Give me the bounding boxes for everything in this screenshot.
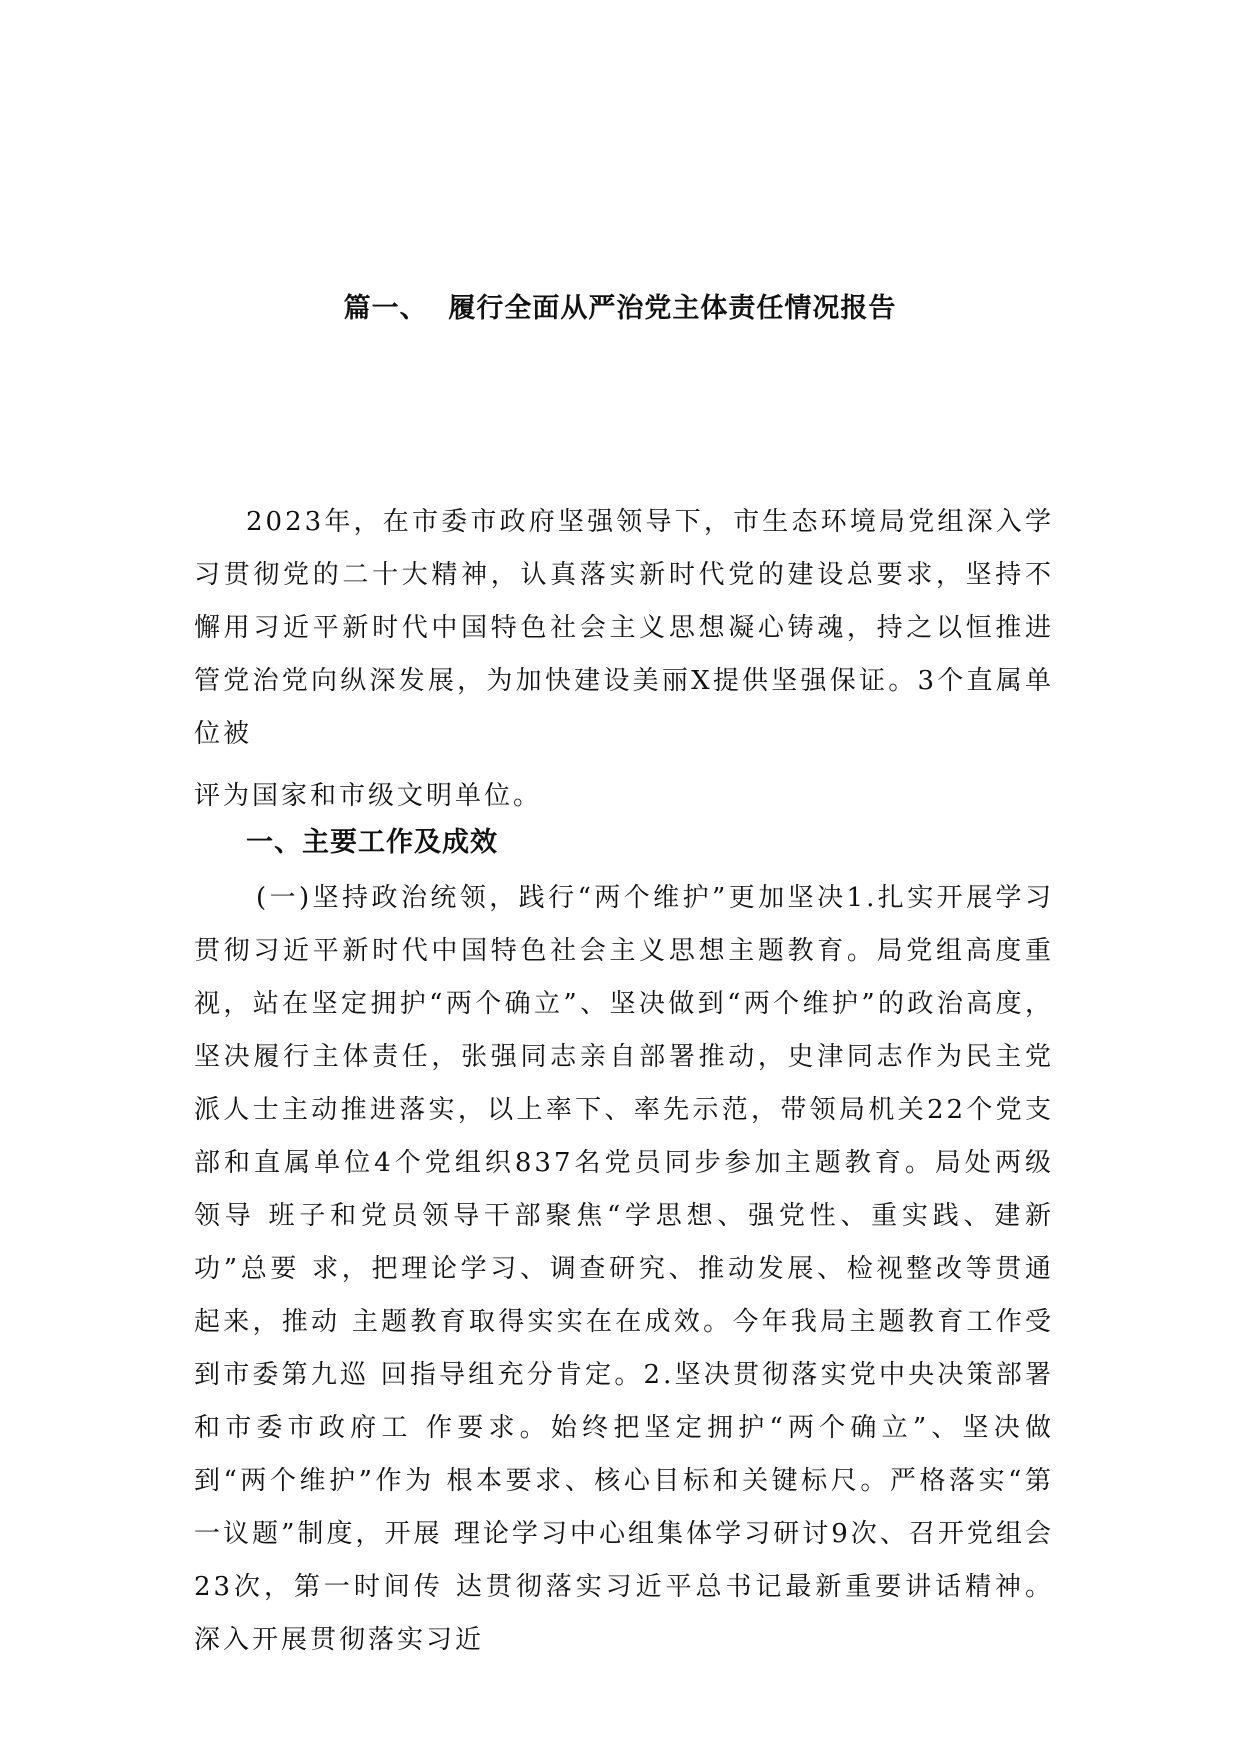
section-heading: 一、主要工作及成效 — [246, 827, 498, 858]
document-title: 篇一、 履行全面从严治党主体责任情况报告 — [343, 293, 897, 324]
section-paragraph: (一)坚持政治统领，践行“两个维护”更加坚决1.扎实开展学习贯彻习近平新时代中国特色社会主义思想主题教育。局党组高度重视，站在坚定拥护“两个确立”、坚决做到“两个维护”的政治高度，坚决履行主体责任，张强同志亲自部署推动，史津同志作为民主党派人士主动推进落实，以上率下、率先示范，带领局机关22个党支部和直属单位4个党组织837名党员同步参加主题教育。局处两级领导 班子和党员领导干部聚焦“学思想、强党性、重实践、建新功”总要 求，把理论学习、调查研究、推动发展、检视整改等贯通起来，推动 主题教育取得实实在在成效。今年我局主题教育工作受到市委第九巡 回指导组充分肯定。2.坚决贯彻落实党中央决策部署和市委市政府工 作要求。始终把坚定拥护“两个确立”、坚决做到“两个维护”作为 根本要求、核心目标和关键标尺。严格落实“第一议题”制度，开展 理论学习中心组集体学习研讨9次、召开党组会23次，第一时间传 达贯彻落实习近平总书记最新重要讲话精神。深入开展贯彻落实习近 — [194, 883, 1054, 1655]
intro-paragraph-continuation: 评为国家和市级文明单位。 — [194, 781, 543, 811]
intro-paragraph: 2023年，在市委市政府坚强领导下，市生态环境局党组深入学习贯彻党的二十大精神，认真落实新时代党的建设总要求，坚持不懈用习近平新时代中国特色社会主义思想凝心铸魂，持之以恒推进管党治党向纵深发展，为加快建设美丽X提供坚强保证。3个直属单位被 — [194, 507, 1054, 749]
